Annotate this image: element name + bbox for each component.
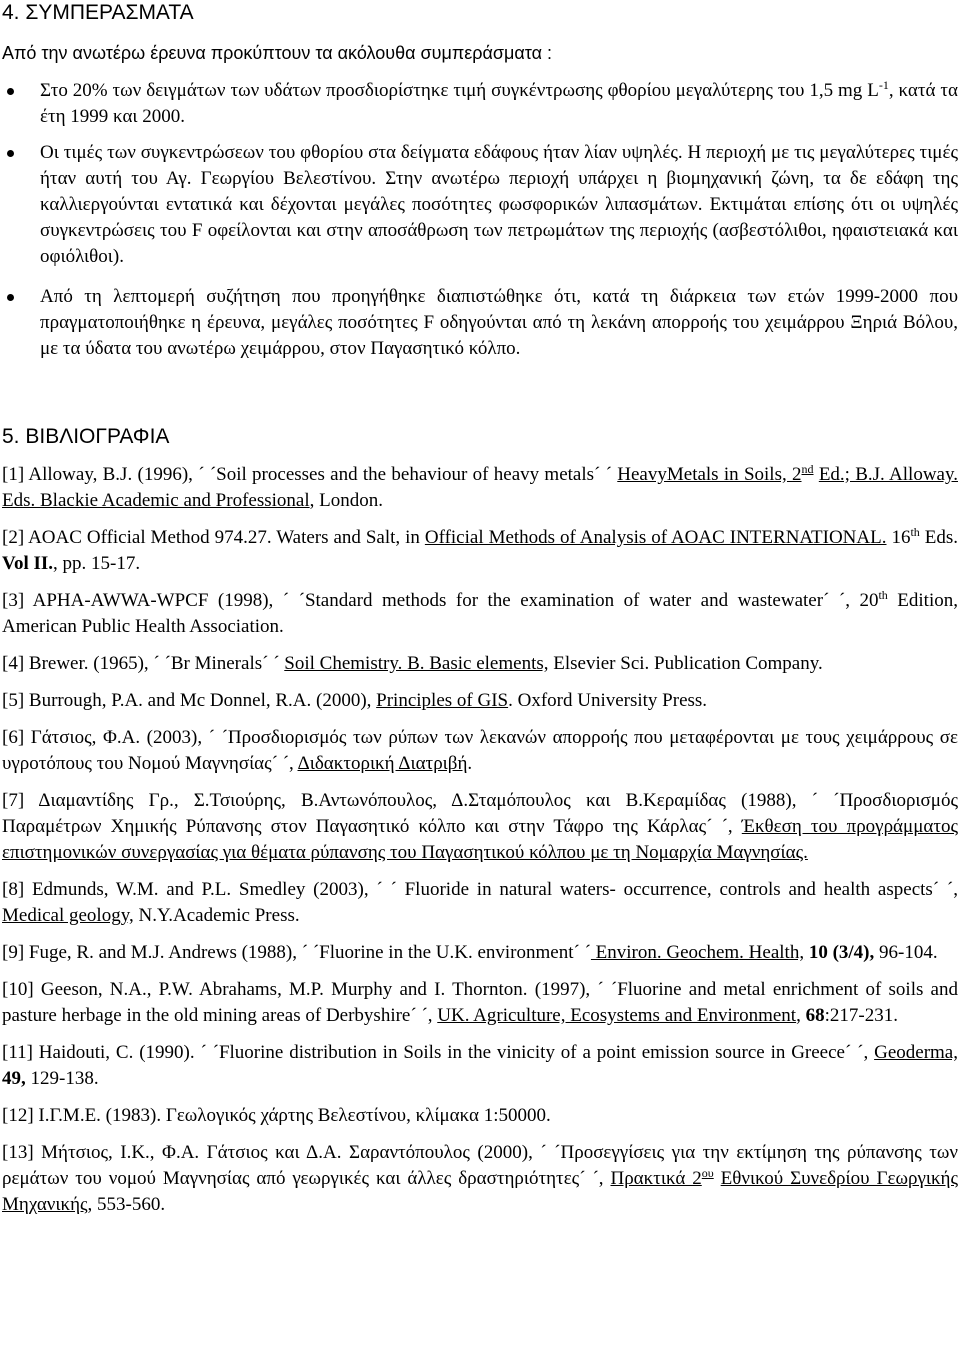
reference-item: [10] Geeson, N.A., P.W. Abrahams, M.P. Murphy and I. Thornton. (1997), ´ ´Fluorine and metal enrichment of soils and pasture herbage in the old mining areas of Derbyshire´ ´, UK. Agriculture, Ecosystems and Environment, 68:217-231. <box>2 979 958 1026</box>
reference-item: [12] Ι.Γ.Μ.Ε. (1983). Γεωλογικός χάρτης Βελεστίνου, κλίμακα 1:50000. <box>2 1105 551 1126</box>
conclusions-intro: Από την ανωτέρω έρευνα προκύπτουν τα ακόλουθα συμπεράσματα : <box>2 43 553 63</box>
reference-item: [2] AOAC Official Method 974.27. Waters and Salt, in Official Methods of Analysis of AOAC INTERNATIONAL. 16th Eds. Vol II., pp. 15-17. <box>2 525 959 574</box>
reference-item: [4] Brewer. (1965), ´ ´Br Minerals´ ´ Soil Chemistry. B. Basic elements, Elsevier Sci. Publication Company. <box>2 653 823 674</box>
conclusion-item: Οι τιμές των συγκεντρώσεων του φθορίου στα δείγματα εδάφους ήταν λίαν υψηλές. Η περιοχή με τις μεγαλύτερες τιμές ήταν αυτή του Αγ. Γεωργίου Βελεστίνου. Στην ανωτέρω περιοχή υπάρχει η βιομηχανική ζώνη, τα δε εδάφη της καλλιεργούνται εντατικά και δέχονται μεγάλες ποσότητες φωσφορικών λιπασμάτων. Εκτιμάται επίσης ότι οι υψηλές συγκεντρώσεις του F οφείλονται και στην αποσάθρωση των πετρωμάτων της περιοχής (ασβεστόλιθοι, ηφαιστειακά και οφιόλιθοι). <box>0 140 958 270</box>
reference-item: [9] Fuge, R. and M.J. Andrews (1988), ´ ´Fluorine in the U.K. environment´ ´ Environ. Geochem. Health, 10 (3/4), 96-104. <box>2 942 938 963</box>
conclusion-item: Από τη λεπτομερή συζήτηση που προηγήθηκε διαπιστώθηκε ότι, κατά τη διάρκεια των ετών 1999-2000 που πραγματοποιήθηκε η έρευνα, μεγάλες ποσότητες F οδηγούνται από τη λεκάνη απορροής του χειμάρρου Ξηριά Βόλου, με τα ύδατα του ανωτέρω χειμάρρου, στον Παγασητικό κόλπο. <box>0 284 958 362</box>
section-title-bibliography: 5. ΒΙΒΛΙΟΓΡΑΦΙΑ <box>2 425 170 448</box>
reference-item: [8] Edmunds, W.M. and P.L. Smedley (2003), ´ ´ Fluoride in natural waters- occurrence, controls and health aspects´ ´, Medical geology, N.Y.Academic Press. <box>2 879 958 926</box>
reference-item: [1] Alloway, B.J. (1996), ´ ´Soil processes and the behaviour of heavy metals´ ´ HeavyMetals in Soils, 2nd Ed.; B.J. Alloway. Eds. Blackie Academic and Professional, London. <box>2 462 958 511</box>
reference-item: [5] Burrough, P.A. and Mc Donnel, R.A. (2000), Principles of GIS. Oxford University Press. <box>2 690 708 711</box>
conclusion-item: Στο 20% των δειγμάτων των υδάτων προσδιορίστηκε τιμή συγκέντρωσης φθορίου μεγαλύτερης του 1,5 mg $L^{-1}$, κατά τα έτη 1999 και 2000. <box>0 78 958 130</box>
section-title-conclusions: 4. ΣΥΜΠΕΡΑΣΜΑΤΑ <box>2 1 194 24</box>
reference-item: [13] Μήτσιος, Ι.Κ., Φ.Α. Γάτσιος και Δ.Α. Σαραντόπουλος (2000), ´ ´Προσεγγίσεις για την εκτίμηση της ρύπανσης των ρεμάτων του νομού Μαγνησίας από γεωργικές και άλλες δραστηριότητες´ ´, Πρακτικά $2^{o\upsilon}$ Εθνικού Συνεδρίου Γεωργικής Μηχανικής, 553-560. <box>2 1142 958 1215</box>
reference-item: [7] Διαμαντίδης Γρ., Σ.Τσιούρης, Β.Αντωνόπουλος, Δ.Σταμόπουλος και Β.Κεραμίδας (1988), ´ ´Προσδιορισμός Παραμέτρων Χημικής Ρύπανσης στον Παγασητικό κόλπο και στην Τάφρο της Κάρλας´ ´, Έκθεση του προγράμματος επιστημονικών συνεργασίας για θέματα ρύπανσης του Παγασητικού κόλπου με τη Νομαρχία Μαγνησίας. <box>2 790 958 863</box>
reference-item: [6] Γάτσιος, Φ.Α. (2003), ´ ´Προσδιορισμός των ρύπων των λεκανών απορροής που μεταφέρονται με τους χειμάρρους σε υγροτόπους του Νομού Μαγνησίας´ ´, Διδακτορική Διατριβή. <box>2 727 958 774</box>
reference-item: [11] Haidouti, C. (1990). ´ ´Fluorine distribution in Soils in the vinicity of a point emission source in Greece´ ´, Geoderma, 49, 129-138. <box>2 1042 958 1089</box>
conclusions-list <box>0 78 958 372</box>
reference-list <box>2 462 958 1229</box>
reference-item: [3] APHA-AWWA-WPCF (1998), ´ ´Standard methods for the examination of water and wastewater´ ´, 20th Edition, American Public Health Association. <box>2 588 958 637</box>
